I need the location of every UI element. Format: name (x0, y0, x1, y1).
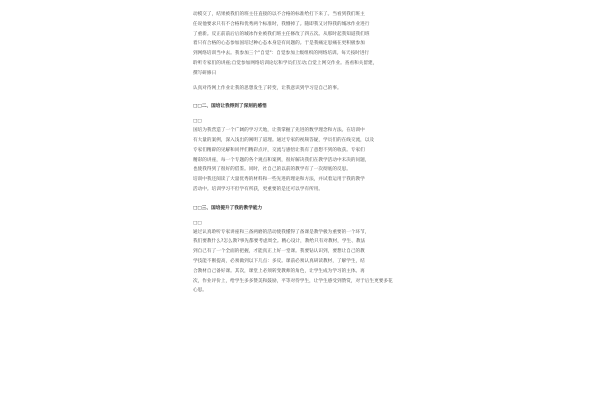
text-line: 心思。 (193, 288, 207, 294)
text-line: 有大量的案例，深入浅出的阐明了道理。通过专家的视频答疑，学员们的在线交流，以及 (193, 137, 375, 143)
text-line: 通过认真聆听专家讲座和三备两磨的活动使我懂得了备课是教学极为重要的一个环节， (193, 229, 370, 235)
text-line: 学技能不断提高，必须做到以下几点：多反。课前必须认真研读教材，了解学生，结 (193, 258, 365, 264)
text-line: 到网络培训当中去。我参加三个"自觉"：自觉参加上级组织的网络培训。每天按时进行 (193, 51, 370, 57)
text-line: 聆听专家们的讲座;自觉参加网络培训论坛和学员们互动;自觉上网交作业。查看和关留建， (193, 60, 378, 66)
document-body (193, 10, 408, 296)
section-heading-2: □□二、国培让我得到了深刻的感悟 (193, 104, 267, 110)
text-line: 合教材自己备好课。其次，课堂上必须转变教师的角色，让学生成为学习的主体。再 (193, 268, 365, 274)
paragraph-2 (193, 126, 408, 195)
text-line: 着只有合格的心态参加国培过种心态本身是有问题的。于是我痛定思痛在更积极参加 (193, 41, 365, 47)
text-line: 次，作业评价上，给学生多多赞美和鼓励，平等对待学生，让学生感受到赞赏，对于后生更要多花 (193, 278, 393, 284)
text-line: 我们要教什么?怎么教?事先都要考虑周全。精心设计，教给只有对教材，学生、教法 (193, 239, 366, 245)
text-line: 也使我得到了很好的借鉴。同时，社自己的以前的教学有了一次彻底的反思。 (193, 167, 351, 173)
text-line: 动模交了，结果被我们的班主任直接的以不合格的标准给打下来了。当看到我们班主 (193, 12, 365, 17)
section-heading-3: □□三、国培提升了我的教学能力 (193, 205, 263, 211)
text-line: 培训中我还阅读了大量优秀的材料和一些先进的理论和方法，并试着运用于我的教学 (193, 177, 365, 183)
text-line: 撰写研修日 (193, 70, 217, 76)
text-line: 国培为我营造了一个广阔的学习天地，让我掌握了先进的数学理念和方法。在培训中 (193, 128, 365, 134)
paragraph-1 (193, 10, 408, 79)
text-line: 到自己有了一个全面的把握，才能真正上好一堂课。我要钻认识到，要想让自己的教 (193, 249, 365, 255)
text-line: 精彩的讲座，每一个专题的各个观点和案例，很好解决我们在教学活动中未决的问题， (193, 157, 370, 163)
text-line: 活动中。培训学习不但学有所获，更重要的是还可以学有所用。 (193, 186, 324, 192)
emphasis-line: 认真对待网上作业让我的思想发生了转变，让我意识到学习是自己的事。 (193, 85, 342, 91)
paragraph-3 (193, 228, 408, 297)
text-line: 了重新。反正前前后后的城冰作业被我们班主任修改了四五次。从那时起我知道我们班 (193, 31, 370, 37)
section-marker-3: □□ (193, 220, 202, 226)
section-marker-2: □□ (193, 119, 202, 125)
text-line: 专家们精辟的见解和同伴们精彩点评，交流与感悟让我有了意想不到的收获。专家们 (193, 147, 365, 153)
text-line: 任说他要求只有不合格和优秀两个标准时，我懵掉了。随即我又讨得我的城冰作业进行 (193, 21, 370, 27)
